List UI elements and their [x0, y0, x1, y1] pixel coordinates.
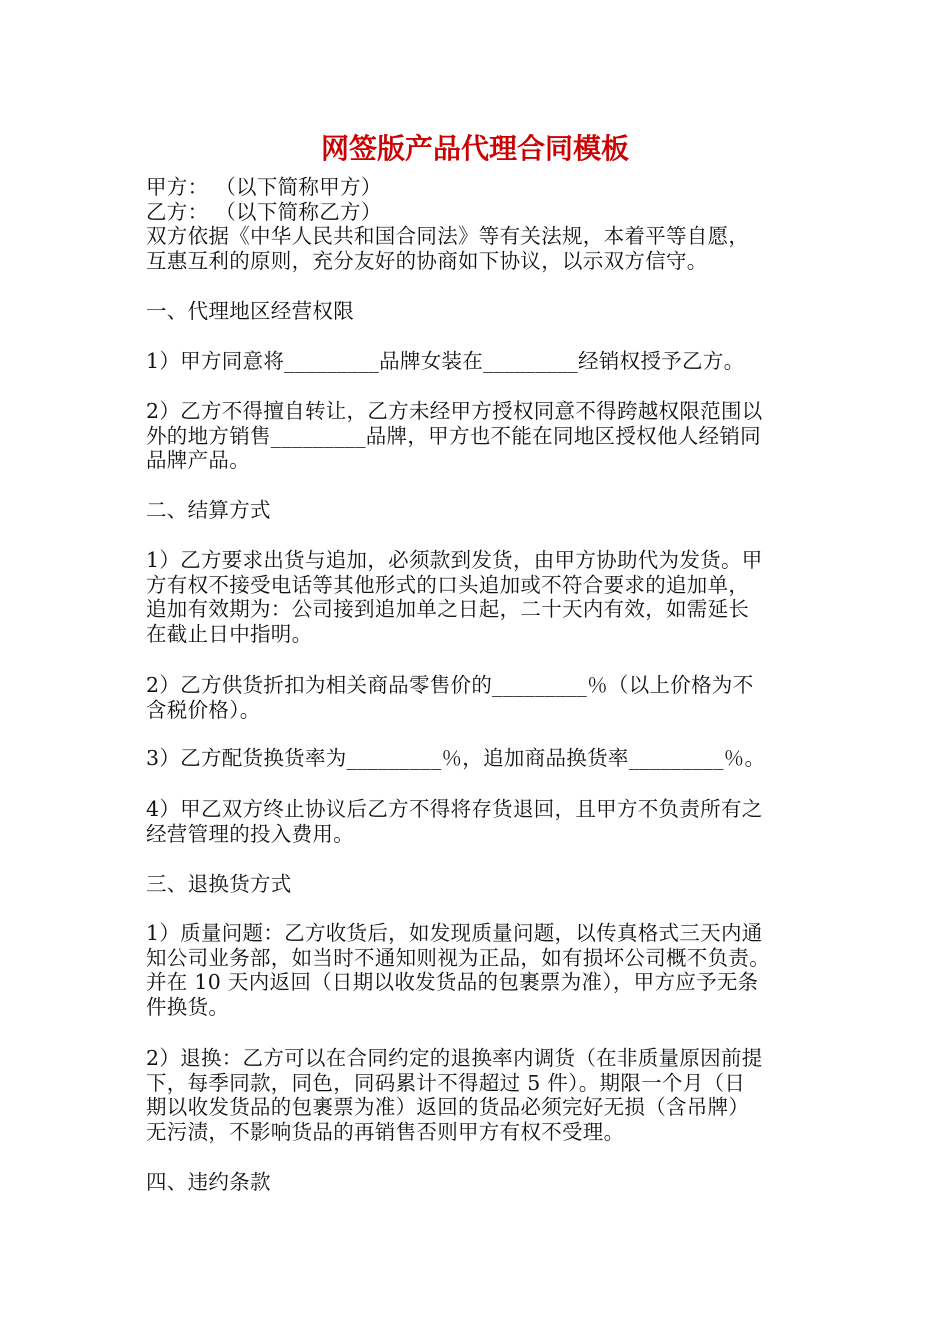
paragraph-line: 2）退换：乙方可以在合同约定的退换率内调货（在非质量原因前提	[146, 1046, 763, 1070]
paragraph	[146, 548, 808, 646]
paragraph-line: 方有权不接受电话等其他形式的口头追加或不符合要求的追加单，	[146, 572, 750, 597]
party-block	[146, 175, 808, 273]
paragraph	[146, 399, 808, 473]
intro-line: 双方依据《中华人民共和国合同法》等有关法规，本着平等自愿，	[146, 224, 750, 248]
section-heading-text: 一、代理地区经营权限	[146, 299, 354, 323]
section-heading-text: 二、结算方式	[146, 498, 271, 522]
section-heading	[146, 299, 808, 324]
paragraph-line: 品牌产品。	[146, 448, 250, 472]
section-heading	[146, 872, 808, 897]
paragraph-line: 4）甲乙双方终止协议后乙方不得将存货退回，且甲方不负责所有之	[146, 797, 763, 821]
paragraph-line: 下，每季同款，同色，同码累计不得超过 5 件）。期限一个月（日	[146, 1070, 746, 1095]
paragraph-line: 期以收发货品的包裹票为准）返回的货品必须完好无损（含吊牌）	[146, 1095, 750, 1119]
paragraph-line: 知公司业务部，如当时不通知则视为正品，如有损坏公司概不负责。	[146, 945, 770, 970]
paragraph-line: 2）乙方供货折扣为相关商品零售价的_________％（以上价格为不	[146, 673, 754, 697]
paragraph	[146, 746, 808, 771]
paragraph-line: 1）质量问题：乙方收货后，如发现质量问题，以传真格式三天内通	[146, 921, 763, 945]
paragraph-line: 无污渍，不影响货品的再销售否则甲方有权不受理。	[146, 1119, 625, 1144]
paragraph	[146, 797, 808, 846]
paragraph	[146, 921, 808, 1019]
paragraph	[146, 673, 808, 722]
paragraph-line: 追加有效期为：公司接到追加单之日起，二十天内有效，如需延长	[146, 597, 750, 621]
paragraph-line: 1）乙方要求出货与追加，必须款到发货，由甲方协助代为发货。甲	[146, 548, 763, 572]
paragraph-line: 经营管理的投入费用。	[146, 821, 354, 846]
paragraph-line: 3）乙方配货换货率为_________％，追加商品换货率_________％。	[146, 746, 766, 770]
document-title: 网签版产品代理合同模板	[320, 132, 629, 165]
paragraph-line: 含税价格）。	[146, 697, 261, 722]
paragraph-line: 在截止日中指明。	[146, 621, 313, 646]
paragraph-line: 外的地方销售_________品牌，甲方也不能在同地区授权他人经销同	[146, 423, 761, 448]
paragraph	[146, 1046, 808, 1144]
section-heading-text: 四、违约条款	[146, 1170, 271, 1194]
paragraph-line: 件换货。	[146, 994, 230, 1019]
section-heading	[146, 498, 808, 523]
paragraph	[146, 349, 808, 374]
section-heading	[146, 1170, 808, 1195]
paragraph-line: 1）甲方同意将_________品牌女装在_________经销权授予乙方。	[146, 349, 745, 373]
party-b-line: 乙方： （以下简称乙方）	[146, 199, 382, 224]
paragraph-line: 2）乙方不得擅自转让，乙方未经甲方授权同意不得跨越权限范围以	[146, 399, 763, 423]
section-heading-text: 三、退换货方式	[146, 872, 292, 896]
party-a-line: 甲方： （以下简称甲方）	[146, 175, 382, 199]
intro-line: 互惠互利的原则，充分友好的协商如下协议，以示双方信守。	[146, 248, 708, 273]
paragraph-line: 并在 10 天内返回（日期以收发货品的包裹票为准），甲方应予无条	[146, 970, 759, 994]
